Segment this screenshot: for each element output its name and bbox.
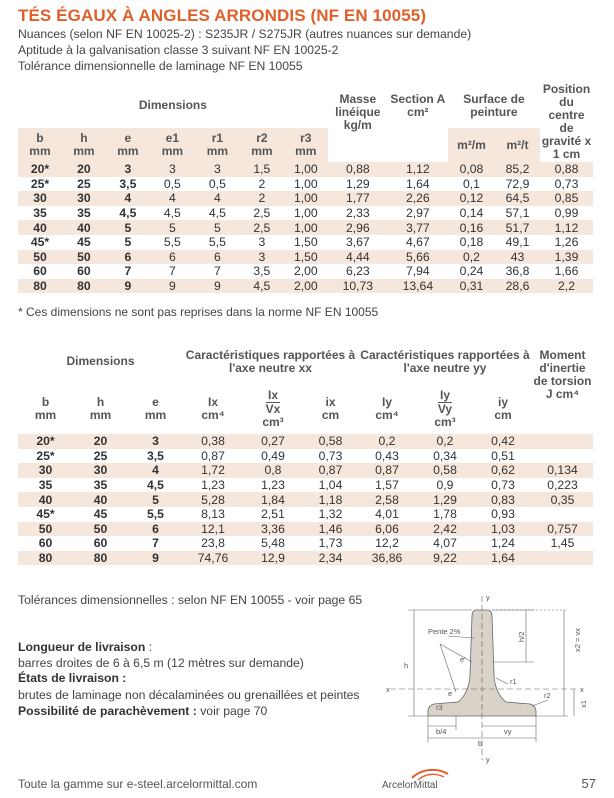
table-cell: 64,5 [495, 191, 540, 206]
table-cell: 30 [18, 191, 62, 206]
table-cell: 4 [106, 191, 150, 206]
table-cell: 0,8 [243, 463, 303, 478]
table-cell: 2,34 [303, 551, 358, 566]
diagram-label-y-top: y [486, 593, 490, 602]
table-cell: 35 [77, 206, 91, 221]
table-cell: 1,23 [201, 478, 225, 493]
table-cell: 1,04 [318, 478, 343, 493]
table-cell: 80 [18, 551, 73, 566]
table-cell: 3,5 [119, 176, 137, 191]
table-cell: 1,84 [243, 492, 303, 507]
table-cell: 3 [258, 235, 266, 250]
table-cell: 45* [36, 507, 55, 522]
table-cell: 2,00 [284, 279, 328, 294]
table-cell: 3,67 [345, 235, 370, 250]
table-cell: 57,1 [505, 206, 530, 221]
table-cell: 2 [240, 191, 284, 206]
table-cell: 0,88 [328, 162, 388, 177]
page-number: 57 [581, 776, 596, 791]
table-cell: 0,31 [448, 279, 495, 294]
table-cell: 6,23 [345, 264, 370, 279]
Iy-header: Iy cm⁴ [375, 395, 399, 422]
table-cell: 80 [62, 279, 106, 294]
table-cell: 2,5 [253, 206, 271, 221]
iy-radius-header: iy cm [494, 395, 512, 422]
table-cell: 5,5 [147, 507, 164, 522]
table-cell: 3,5 [253, 264, 271, 279]
table-cell: 80 [73, 551, 128, 566]
table-cell: 1,12 [388, 162, 448, 177]
section-header: Section A cm² [390, 92, 446, 119]
t2-b-header: b mm [34, 395, 57, 422]
subtitle-galvanisation: Aptitude à la galvanisation classe 3 suivant NF EN 10025-2 [18, 43, 339, 57]
diagram-label-b: b [478, 739, 483, 748]
table-cell: 50 [73, 522, 128, 537]
table-cell: 60 [93, 536, 108, 551]
table-cell: 0,08 [448, 162, 495, 177]
table-cell: 74,76 [183, 551, 243, 566]
table-cell: 0,14 [459, 206, 484, 221]
table-cell: 1,64 [405, 176, 430, 191]
yy-axis-header: Caractéristiques rapportées à l'axe neutre yy [360, 348, 530, 375]
table-cell: 9 [106, 279, 150, 294]
table-cell: 4,5 [163, 206, 181, 221]
table-cell [532, 434, 593, 449]
diagram-label-r3: r3 [436, 703, 443, 712]
table-cell: 0,223 [547, 478, 578, 493]
table-cell: 1,78 [433, 507, 457, 522]
table-cell: 0,51 [491, 448, 515, 463]
table-row [18, 536, 593, 551]
table-cell: 1,00 [284, 191, 328, 206]
table-cell: 6 [128, 522, 183, 537]
table-cell: 7 [124, 264, 132, 279]
table-cell: 30 [62, 191, 106, 206]
table-cell: 1,77 [328, 191, 388, 206]
diagram-label-slope: Pente 2% [428, 627, 461, 636]
table-cell: 0,9 [436, 478, 454, 493]
table-cell: 12,9 [243, 551, 303, 566]
table-cell: 4,5 [147, 478, 164, 493]
table-cell: 4,67 [405, 235, 430, 250]
diagram-label-x-right: x [580, 685, 584, 694]
delivery-length-label: Longueur de livraison : [18, 640, 153, 654]
table-cell: 0,88 [540, 162, 593, 177]
table-cell: 30 [18, 463, 73, 478]
table-cell: 0,62 [474, 463, 532, 478]
centroid-header: Position du centre de gravité x 1 cm [541, 82, 592, 161]
surface-header: Surface de peinture [463, 91, 525, 119]
table-cell: 2,96 [328, 220, 388, 235]
table-cell: 2,33 [345, 206, 370, 221]
table-cell: 0,73 [318, 448, 343, 463]
diagram-label-r1: r1 [510, 677, 517, 686]
table-cell: 0,18 [459, 235, 484, 250]
table-cell: 5 [195, 220, 240, 235]
table-cell: 7 [168, 264, 176, 279]
table-cell: 2,5 [240, 220, 284, 235]
table-row [18, 206, 593, 221]
table-row [18, 434, 593, 449]
table-cell: 5,66 [388, 250, 448, 265]
table-cell: 80 [18, 279, 62, 294]
t1-subheader-5: r2 mm [240, 128, 284, 162]
table-cell: 43 [495, 250, 540, 265]
table-row [18, 162, 593, 177]
table-cell: 2,42 [416, 522, 474, 537]
table-cell: 1,26 [554, 235, 579, 250]
table-cell: 1,66 [554, 264, 579, 279]
table-cell: 60 [33, 264, 47, 279]
brand-name: ArcelorMittal [382, 780, 438, 791]
table-cell: 0,2 [448, 250, 495, 265]
table-row [18, 463, 593, 478]
t1-subheader-3: e1 mm [150, 128, 195, 162]
table-cell: 35 [33, 206, 47, 221]
table-cell: 0,93 [491, 507, 515, 522]
table-cell: 4,5 [208, 206, 226, 221]
subtitle-tolerance: Tolérance dimensionnelle de laminage NF EN 10055 [18, 59, 303, 73]
table-cell: 5,28 [183, 492, 243, 507]
table-cell: 1,12 [540, 220, 593, 235]
table-cell: 25 [93, 448, 108, 463]
Vx-modulus-header: $\frac{Ix}{Vx}$ cm³ [262, 388, 284, 429]
table-cell: 4,44 [328, 250, 388, 265]
table-cell: 1,00 [284, 220, 328, 235]
table-cell: 50 [62, 250, 106, 265]
table-cell: 0,34 [433, 448, 457, 463]
table-cell: 0,35 [532, 492, 593, 507]
table-cell: 72,9 [505, 176, 530, 191]
table-cell: 4 [195, 191, 240, 206]
table-cell: 5 [124, 235, 132, 250]
table-cell: 0,1 [462, 176, 480, 191]
table-cell: 2,58 [358, 492, 416, 507]
table-cell: 9 [150, 279, 195, 294]
table-cell: 3 [128, 434, 183, 449]
table-row [18, 551, 593, 566]
table-cell: 10,73 [328, 279, 388, 294]
table-cell: 3 [195, 162, 240, 177]
table-cell: 3,77 [388, 220, 448, 235]
table-cell: 0,58 [416, 463, 474, 478]
table-cell: 0,5 [208, 176, 226, 191]
table-cell: 2,51 [261, 507, 285, 522]
table-cell: 20* [18, 434, 73, 449]
table-cell: 2,97 [405, 206, 430, 221]
table-cell: 0,87 [303, 463, 358, 478]
table-cell: 5,48 [261, 536, 285, 551]
table-cell: 5,5 [163, 235, 181, 250]
table-cell: 5 [106, 220, 150, 235]
dimensions-table [18, 83, 593, 293]
page-title: TÉS ÉGAUX À ANGLES ARRONDIS (NF EN 10055) [18, 6, 427, 25]
diagram-label-b-quarter: b/4 [436, 727, 447, 736]
table-cell: 0,2 [358, 434, 416, 449]
t1-subheader-2: e mm [106, 128, 150, 162]
table1-note: * Ces dimensions ne sont pas reprises dans la norme NF EN 10055 [18, 305, 379, 319]
table-cell: 12,2 [375, 536, 399, 551]
table-cell: 0,2 [416, 434, 474, 449]
tee-section-diagram [378, 592, 596, 764]
table-cell: 1,24 [491, 536, 515, 551]
table-row [18, 279, 593, 294]
table-cell: 7,94 [405, 264, 430, 279]
table-cell: 1,72 [183, 463, 243, 478]
table-cell: 1,32 [318, 507, 343, 522]
table-cell: 3 [106, 162, 150, 177]
table-cell: 5 [128, 492, 183, 507]
table-cell: 40 [62, 220, 106, 235]
Ix-header: Ix cm⁴ [201, 395, 225, 422]
table-cell: 50 [18, 250, 62, 265]
table-cell: 2,00 [293, 264, 318, 279]
table-cell: 0,38 [183, 434, 243, 449]
table-cell: 35 [38, 478, 53, 493]
table-cell [532, 449, 593, 464]
table-cell: 28,6 [495, 279, 540, 294]
table-cell: 2,26 [388, 191, 448, 206]
t1-surf_m2m: m²/m [448, 128, 495, 162]
table-cell: 0,134 [532, 463, 593, 478]
t2-e-header: e mm [144, 395, 167, 422]
finishing-option: Possibilité de parachèvement : voir page 70 [18, 704, 268, 718]
t1-subheader-0: b mm [18, 128, 62, 162]
diagram-label-h-half: h/2 [517, 631, 526, 642]
table-cell: 0,85 [540, 191, 593, 206]
footer-link-text: Toute la gamme sur e-steel.arcelormittal.com [18, 777, 258, 791]
table-cell: 1,46 [303, 522, 358, 537]
table-cell: 4 [150, 191, 195, 206]
table-cell: 0,42 [474, 434, 532, 449]
table-cell: 0,757 [532, 522, 593, 537]
table-cell: 1,50 [293, 235, 318, 250]
table-row [18, 507, 593, 522]
table-cell: 8,13 [201, 507, 225, 522]
table-cell: 0,49 [261, 448, 285, 463]
table-row [18, 492, 593, 507]
table-cell: 4,5 [240, 279, 284, 294]
table-cell: 45 [93, 507, 108, 522]
table-cell: 6 [195, 250, 240, 265]
diagram-label-e: e [448, 689, 453, 698]
table-cell: 25* [36, 448, 55, 463]
table-cell: 5 [150, 220, 195, 235]
table-cell [532, 551, 593, 566]
table-cell: 6 [150, 250, 195, 265]
dimensions-group-header: Dimensions [138, 98, 207, 113]
table-row [18, 522, 593, 537]
table-cell: 0,73 [491, 478, 515, 493]
mass-header: Masse linéique kg/m [335, 92, 381, 132]
table-cell: 1,29 [345, 176, 370, 191]
diagram-label-y-bottom: y [486, 755, 490, 764]
table-cell: 0,73 [554, 176, 579, 191]
table-row [18, 478, 593, 493]
table-cell: 1,18 [303, 492, 358, 507]
t2-dimensions-header: Dimensions [66, 354, 135, 368]
ix-radius-header: ix cm [321, 395, 340, 422]
table-cell: 20* [18, 162, 62, 177]
table-cell: 6 [106, 250, 150, 265]
table-cell: 12,1 [183, 522, 243, 537]
table-cell: 0,83 [474, 492, 532, 507]
table-cell: 20 [62, 162, 106, 177]
diagram-label-x-left: x [386, 685, 390, 694]
table-cell: 1,00 [293, 206, 318, 221]
diagram-label-x1: x1 [579, 700, 588, 708]
table-cell: 1,03 [474, 522, 532, 537]
table-cell: 20 [73, 434, 128, 449]
table-cell: 2 [258, 176, 266, 191]
table-cell: 4 [128, 463, 183, 478]
table-cell: 35 [93, 478, 108, 493]
torsion-header: Moment d'inertie de torsion J cm⁴ [533, 348, 592, 401]
table-cell: 1,00 [284, 162, 328, 177]
table-cell: 0,24 [459, 264, 484, 279]
table-cell: 6,06 [358, 522, 416, 537]
diagram-label-x2-vx: x2 = vx [573, 628, 582, 652]
table-cell: 45* [30, 235, 50, 250]
table-cell: 1,00 [293, 176, 318, 191]
table-row [18, 191, 593, 206]
table-row [18, 264, 593, 279]
table-cell: 1,73 [318, 536, 343, 551]
t1-subheader-4: r1 mm [195, 128, 240, 162]
table-cell: 23,8 [201, 536, 225, 551]
table-row [18, 220, 593, 235]
table-cell: 5,5 [208, 235, 226, 250]
table-cell: 1,50 [284, 250, 328, 265]
diagram-label-vy: vy [504, 727, 512, 736]
table-cell: 1,5 [240, 162, 284, 177]
tolerances-note: Tolérances dimensionnelles : selon NF EN 10055 - voir page 65 [18, 593, 363, 607]
diagram-label-e-prime: e' [460, 655, 466, 664]
table-cell: 40 [18, 492, 73, 507]
table-cell: 0,43 [375, 448, 399, 463]
table-cell: 2,2 [540, 279, 593, 294]
table-cell: 0,12 [448, 191, 495, 206]
table-cell: 1,57 [375, 478, 399, 493]
t1-subheader-1: h mm [62, 128, 106, 162]
table-cell: 1,23 [261, 478, 285, 493]
Vy-modulus-header: $\frac{Iy}{Vy}$ cm³ [434, 388, 456, 429]
table-cell: 9,22 [416, 551, 474, 566]
table-cell: 60 [77, 264, 91, 279]
table-row [18, 235, 593, 250]
table-cell: 0,16 [448, 220, 495, 235]
table-cell: 0,99 [554, 206, 579, 221]
diagram-label-r2: r2 [544, 691, 551, 700]
t2-h-header: h mm [89, 395, 112, 422]
table-cell: 4,01 [375, 507, 399, 522]
table-cell: 0,87 [358, 463, 416, 478]
t1-surf_m2t: m²/t [495, 128, 540, 162]
table-cell: 4,07 [433, 536, 457, 551]
table-cell: 25 [77, 176, 91, 191]
table-cell: 40 [73, 492, 128, 507]
table-cell: 3,5 [147, 448, 164, 463]
table-cell: 0,5 [163, 176, 181, 191]
table-cell: 51,7 [495, 220, 540, 235]
table-cell: 3 [150, 162, 195, 177]
table-row [18, 250, 593, 265]
table-cell: 13,64 [388, 279, 448, 294]
table-cell: 40 [18, 220, 62, 235]
table-cell: 0,87 [201, 448, 225, 463]
table-cell: 50 [18, 522, 73, 537]
table-cell: 85,2 [495, 162, 540, 177]
table-cell [532, 507, 593, 522]
characteristics-table [18, 348, 593, 565]
xx-axis-header: Caractéristiques rapportées à l'axe neutre xx [185, 348, 356, 375]
table-row [18, 449, 593, 464]
t1-subheader-6: r3 mm [284, 128, 328, 162]
delivery-state-text: brutes de laminage non décalaminées ou grenaillées et peintes [18, 688, 360, 702]
diagram-label-h: h [404, 661, 409, 670]
table-cell: 1,39 [540, 250, 593, 265]
table-cell: 9 [128, 551, 183, 566]
table-cell: 0,27 [243, 434, 303, 449]
table-cell: 25* [30, 176, 50, 191]
table-cell: 0,58 [303, 434, 358, 449]
table-cell: 1,64 [474, 551, 532, 566]
subtitle-grades: Nuances (selon NF EN 10025-2) : S235JR / S275JR (autres nuances sur demande) [18, 27, 472, 41]
table-cell: 1,45 [550, 536, 575, 551]
table-cell: 7 [213, 264, 221, 279]
table-cell: 3,36 [243, 522, 303, 537]
table-cell: 9 [195, 279, 240, 294]
table-cell: 3 [240, 250, 284, 265]
table-cell: 7 [152, 536, 159, 551]
table-cell: 36,86 [358, 551, 416, 566]
table-cell: 36,8 [505, 264, 530, 279]
table-cell: 60 [38, 536, 53, 551]
table-cell: 49,1 [505, 235, 530, 250]
table-cell: 1,29 [416, 492, 474, 507]
table-cell: 30 [73, 463, 128, 478]
table-cell: 45 [77, 235, 91, 250]
delivery-state-label: États de livraison : [18, 671, 127, 685]
table-row [18, 177, 593, 192]
table-cell: 4,5 [119, 206, 137, 221]
delivery-length-text: barres droites de 6 à 6,5 m (12 mètres sur demande) [18, 656, 304, 670]
